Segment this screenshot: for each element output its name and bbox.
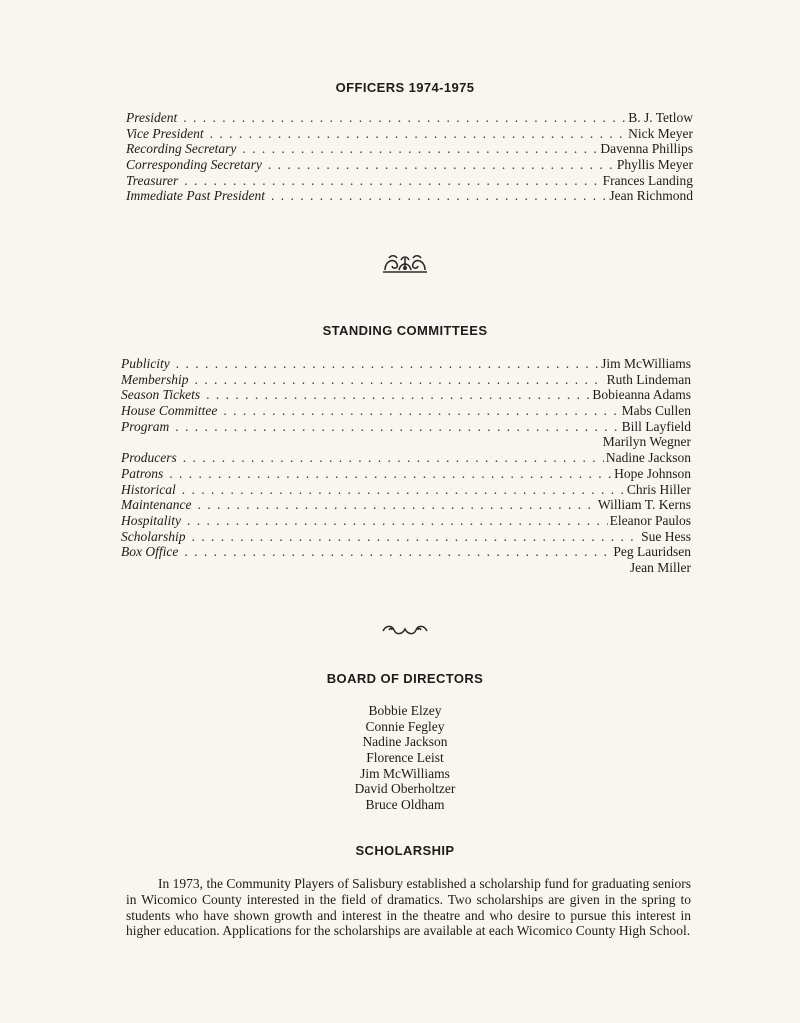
person-name: Hope Johnson bbox=[614, 465, 691, 481]
person-name: Jean Richmond bbox=[609, 188, 693, 204]
dot-leader bbox=[184, 173, 600, 189]
list-item bbox=[121, 372, 691, 388]
person-name: Jean Miller bbox=[629, 559, 691, 575]
board-member: Nadine Jackson bbox=[362, 734, 448, 750]
board-member: Jim McWilliams bbox=[360, 765, 450, 781]
committees-heading: STANDING COMMITTEES bbox=[322, 323, 488, 338]
list-item bbox=[121, 450, 691, 466]
list-item bbox=[121, 419, 691, 435]
person-name: Peg Lauridsen bbox=[613, 544, 691, 560]
role-label: Publicity bbox=[121, 356, 170, 371]
list-item bbox=[121, 387, 691, 403]
role-label: Hospitality bbox=[121, 512, 181, 528]
person-name: Bobieanna Adams bbox=[592, 387, 691, 403]
dot-leader bbox=[187, 513, 608, 529]
list-item bbox=[126, 126, 693, 142]
role-label: Program bbox=[121, 418, 170, 434]
role-label: House Committee bbox=[121, 403, 218, 419]
role-label: Maintenance bbox=[121, 497, 192, 513]
role-label: Vice President bbox=[126, 125, 204, 141]
swirl-divider-icon bbox=[0, 623, 800, 642]
dot-leader bbox=[175, 419, 619, 435]
person-name: Phyllis Meyer bbox=[616, 157, 693, 173]
scholarship-heading: SCHOLARSHIP bbox=[355, 843, 455, 858]
list-item-continuation bbox=[121, 434, 691, 450]
list-item bbox=[121, 482, 691, 498]
dot-leader bbox=[184, 544, 611, 560]
dot-leader bbox=[183, 450, 604, 466]
board-member: Florence Leist bbox=[366, 750, 444, 766]
list-item bbox=[121, 497, 691, 513]
board-member: Bruce Oldham bbox=[365, 797, 445, 813]
officers-list bbox=[126, 110, 693, 204]
dot-leader bbox=[169, 466, 612, 482]
dot-leader bbox=[176, 356, 599, 372]
ornate-scroll-icon bbox=[0, 252, 800, 281]
board-member: Bobbie Elzey bbox=[368, 703, 442, 718]
person-name: Jim McWilliams bbox=[601, 356, 691, 371]
board-member: Connie Fegley bbox=[365, 718, 445, 734]
dot-leader bbox=[271, 188, 607, 204]
list-item-continuation bbox=[121, 560, 691, 576]
role-label: Scholarship bbox=[121, 528, 186, 544]
role-label: Immediate Past President bbox=[126, 188, 265, 204]
person-name: B. J. Tetlow bbox=[628, 110, 693, 125]
list-item bbox=[126, 188, 693, 204]
board-members bbox=[0, 703, 800, 813]
role-label: Season Tickets bbox=[121, 387, 201, 403]
person-name: Chris Hiller bbox=[626, 481, 691, 497]
role-label: Box Office bbox=[121, 544, 179, 560]
list-item bbox=[121, 529, 691, 545]
list-item bbox=[121, 544, 691, 560]
dot-leader bbox=[223, 403, 619, 419]
person-name: Marilyn Wegner bbox=[602, 434, 691, 450]
role-label: Membership bbox=[121, 371, 189, 387]
person-name: Eleanor Paulos bbox=[609, 512, 691, 528]
person-name: Bill Layfield bbox=[621, 418, 691, 434]
list-item bbox=[126, 173, 693, 189]
role-label: Corresponding Secretary bbox=[126, 157, 262, 173]
role-label: Producers bbox=[121, 450, 177, 466]
person-name: Frances Landing bbox=[602, 172, 693, 188]
role-label: Recording Secretary bbox=[126, 141, 237, 157]
person-name: Mabs Cullen bbox=[621, 403, 691, 419]
person-name: Nadine Jackson bbox=[605, 450, 691, 466]
scholarship-paragraph: In 1973, the Community Players of Salisbury established a scholarship fund for graduating seniors in Wicomico County interested in the field of dramatics. Two scholarships are given in the spring to students who have shown growth and interest in the theatre and who desire to pursue this interest in higher education. Applications for the scholarships are available at each Wicomico County High School. bbox=[126, 876, 691, 939]
person-name: William T. Kerns bbox=[597, 497, 691, 513]
role-label: President bbox=[126, 110, 178, 125]
board-heading: BOARD OF DIRECTORS bbox=[326, 671, 484, 686]
list-item bbox=[126, 110, 693, 126]
role-label: Treasurer bbox=[126, 172, 179, 188]
person-name: Davenna Phillips bbox=[600, 141, 693, 157]
list-item bbox=[121, 403, 691, 419]
dot-leader bbox=[242, 141, 598, 157]
dot-leader bbox=[192, 529, 640, 545]
list-item bbox=[126, 141, 693, 157]
person-name: Nick Meyer bbox=[628, 125, 693, 141]
dot-leader bbox=[183, 110, 626, 126]
list-item bbox=[121, 356, 691, 372]
officers-heading: OFFICERS 1974-1975 bbox=[335, 80, 475, 95]
dot-leader bbox=[206, 387, 590, 403]
dot-leader bbox=[182, 482, 625, 498]
board-member: David Oberholtzer bbox=[354, 781, 456, 797]
dot-leader bbox=[195, 372, 605, 388]
person-name: Ruth Lindeman bbox=[606, 371, 691, 387]
list-item bbox=[121, 513, 691, 529]
dot-leader bbox=[268, 157, 615, 173]
dot-leader bbox=[210, 126, 627, 142]
dot-leader bbox=[197, 497, 595, 513]
person-name: Sue Hess bbox=[641, 528, 691, 544]
committees-list bbox=[121, 356, 691, 576]
list-item bbox=[126, 157, 693, 173]
role-label: Historical bbox=[121, 481, 176, 497]
role-label: Patrons bbox=[121, 465, 164, 481]
list-item bbox=[121, 466, 691, 482]
